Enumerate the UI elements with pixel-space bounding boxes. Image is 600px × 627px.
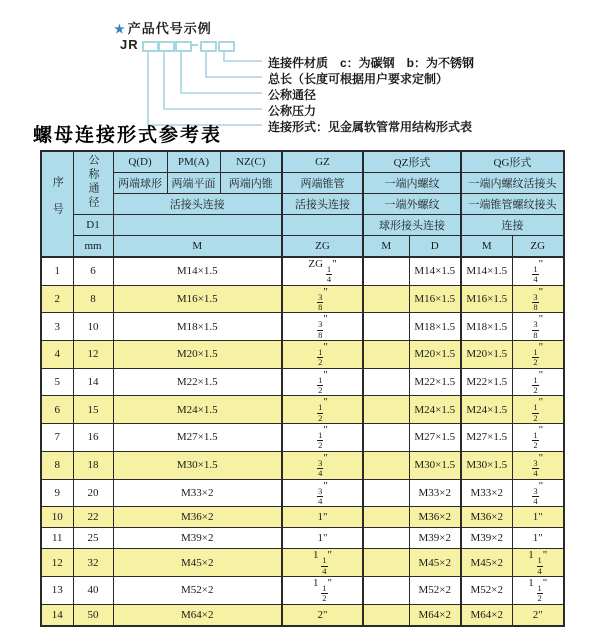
code-box-3 (175, 41, 192, 52)
cell-seq: 13 (41, 576, 73, 604)
header-unit-m: M (113, 236, 282, 258)
table-row (41, 313, 564, 341)
cell-dn: 15 (73, 396, 113, 424)
cell-thread-m: M64×2 (113, 604, 282, 626)
cell-qz-m (363, 257, 409, 285)
header-d1: D1 (73, 215, 113, 236)
cell-dn: 6 (73, 257, 113, 285)
cell-qg-zg: $\frac{3}{8}$ " (512, 285, 564, 313)
cell-seq: 5 (41, 368, 73, 396)
cell-qz-m (363, 396, 409, 424)
cell-qz-d: M39×2 (409, 528, 461, 549)
header-mm: mm (73, 236, 113, 258)
cell-qg-zg: 1 $\frac{1}{2}$ " (512, 576, 564, 604)
cell-thread-m: M20×1.5 (113, 341, 282, 369)
header-form-qd: Q(D) (113, 151, 167, 173)
code-box-5 (218, 41, 235, 52)
cell-qz-d: M45×2 (409, 549, 461, 577)
cell-gz: $\frac{3}{4}$ " (282, 479, 363, 507)
code-box-4 (200, 41, 217, 52)
nut-connection-table (40, 150, 565, 627)
cell-gz: $\frac{1}{2}$ " (282, 341, 363, 369)
cell-qz-d: M16×1.5 (409, 285, 461, 313)
header-desc-gz: 两端锥管 (282, 173, 363, 194)
cell-qz-d: M36×2 (409, 507, 461, 528)
cell-seq: 12 (41, 549, 73, 577)
cell-seq: 3 (41, 313, 73, 341)
cell-qz-d: M52×2 (409, 576, 461, 604)
cell-qz-d: M18×1.5 (409, 313, 461, 341)
cell-qg-m: M45×2 (461, 549, 512, 577)
cell-seq: 8 (41, 451, 73, 479)
cell-dn: 22 (73, 507, 113, 528)
cell-qg-m: M30×1.5 (461, 451, 512, 479)
cell-qz-m (363, 528, 409, 549)
cell-thread-m: M24×1.5 (113, 396, 282, 424)
header-desc-qd: 两端球形 (113, 173, 167, 194)
cell-qg-zg: 1" (512, 507, 564, 528)
table-row (41, 604, 564, 626)
table-row (41, 576, 564, 604)
cell-qz-d: M64×2 (409, 604, 461, 626)
cell-qz-m (363, 479, 409, 507)
table-row (41, 257, 564, 285)
cell-qz-m (363, 549, 409, 577)
cell-dn: 10 (73, 313, 113, 341)
cell-seq: 10 (41, 507, 73, 528)
cell-gz: 1 $\frac{1}{2}$ " (282, 576, 363, 604)
cell-gz: $\frac{3}{8}$ " (282, 313, 363, 341)
cell-qg-m: M22×1.5 (461, 368, 512, 396)
header-form-qg: QG形式 (461, 151, 564, 173)
cell-qg-m: M39×2 (461, 528, 512, 549)
cell-dn: 18 (73, 451, 113, 479)
table-body (41, 257, 564, 626)
header-desc-qz: 一端内螺纹 (363, 173, 461, 194)
header-form-pma: PM(A) (167, 151, 220, 173)
product-code-prefix: JR (120, 37, 139, 52)
cell-thread-m: M27×1.5 (113, 424, 282, 452)
code-box-2 (158, 41, 175, 52)
cell-thread-m: M36×2 (113, 507, 282, 528)
table-row (41, 528, 564, 549)
cell-gz: $\frac{3}{4}$ " (282, 451, 363, 479)
label-material: 连接件材质 c：为碳钢 b：为不锈钢 (268, 56, 475, 70)
table-title: 螺母连接形式参考表 (33, 125, 223, 146)
cell-qg-zg: 2" (512, 604, 564, 626)
header-unit-qg-zg: ZG (512, 236, 564, 258)
cell-dn: 50 (73, 604, 113, 626)
table-row (41, 507, 564, 528)
cell-seq: 6 (41, 396, 73, 424)
cell-thread-m: M33×2 (113, 479, 282, 507)
header-union-connect-gz: 活接头连接 (282, 194, 363, 215)
cell-thread-m: M30×1.5 (113, 451, 282, 479)
cell-thread-m: M45×2 (113, 549, 282, 577)
header-form-gz: GZ (282, 151, 363, 173)
code-box-1 (142, 41, 159, 52)
header-blank-left (113, 215, 282, 236)
header-union-connect: 活接头连接 (113, 194, 282, 215)
cell-qg-zg: $\frac{3}{4}$ " (512, 479, 564, 507)
cell-dn: 20 (73, 479, 113, 507)
cell-qz-m (363, 604, 409, 626)
cell-qg-m: M24×1.5 (461, 396, 512, 424)
table-row (41, 451, 564, 479)
header-ext-thread-qz: 一端外螺纹 (363, 194, 461, 215)
diagram-title-text: 产品代号示例 (127, 21, 212, 36)
header-taper-joint-qg: 一端锥管螺纹接头 (461, 194, 564, 215)
cell-qg-zg: 1 $\frac{1}{4}$ " (512, 549, 564, 577)
table-header (41, 151, 564, 257)
cell-gz: $\frac{1}{2}$ " (282, 368, 363, 396)
cell-gz: $\frac{1}{2}$ " (282, 396, 363, 424)
cell-dn: 40 (73, 576, 113, 604)
label-nominal-diameter: 公称通径 (268, 88, 317, 102)
cell-seq: 11 (41, 528, 73, 549)
header-form-qz: QZ形式 (363, 151, 461, 173)
header-unit-qz-d: D (409, 236, 461, 258)
label-total-length: 总长（长度可根据用户要求定制） (268, 72, 449, 86)
cell-gz: 1 $\frac{1}{4}$ " (282, 549, 363, 577)
cell-qg-m: M14×1.5 (461, 257, 512, 285)
cell-dn: 25 (73, 528, 113, 549)
header-blank-gz (282, 215, 363, 236)
cell-seq: 9 (41, 479, 73, 507)
cell-qg-m: M36×2 (461, 507, 512, 528)
cell-qg-zg: $\frac{1}{2}$ " (512, 396, 564, 424)
cell-gz: $\frac{1}{2}$ " (282, 424, 363, 452)
cell-gz: $\frac{3}{8}$ " (282, 285, 363, 313)
cell-dn: 16 (73, 424, 113, 452)
cell-qz-d: M22×1.5 (409, 368, 461, 396)
table-row (41, 549, 564, 577)
code-dash (190, 44, 198, 46)
cell-seq: 14 (41, 604, 73, 626)
header-desc-qg: 一端内螺纹活接头 (461, 173, 564, 194)
cell-gz: ZG $\frac{1}{4}$ " (282, 257, 363, 285)
cell-thread-m: M22×1.5 (113, 368, 282, 396)
table-row (41, 479, 564, 507)
table-row (41, 341, 564, 369)
cell-qz-m (363, 285, 409, 313)
cell-qz-d: M20×1.5 (409, 341, 461, 369)
table-row (41, 368, 564, 396)
cell-qz-m (363, 576, 409, 604)
cell-qz-d: M33×2 (409, 479, 461, 507)
header-unit-qz-m: M (363, 236, 409, 258)
cell-dn: 12 (73, 341, 113, 369)
cell-dn: 32 (73, 549, 113, 577)
label-nominal-pressure: 公称压力 (268, 104, 317, 118)
cell-dn: 8 (73, 285, 113, 313)
header-connect-qg: 连接 (461, 215, 564, 236)
cell-gz: 1" (282, 528, 363, 549)
cell-qg-zg: $\frac{1}{2}$ " (512, 424, 564, 452)
cell-qg-zg: $\frac{1}{2}$ " (512, 368, 564, 396)
cell-qg-m: M27×1.5 (461, 424, 512, 452)
cell-qz-m (363, 368, 409, 396)
header-desc-nzc: 两端内锥 (220, 173, 282, 194)
header-dn: 公称通径 (73, 151, 113, 215)
star-icon: ★ (114, 22, 126, 36)
table-row (41, 396, 564, 424)
cell-seq: 7 (41, 424, 73, 452)
cell-gz: 1" (282, 507, 363, 528)
cell-qg-m: M16×1.5 (461, 285, 512, 313)
cell-qg-m: M33×2 (461, 479, 512, 507)
header-desc-pma: 两端平面 (167, 173, 220, 194)
cell-thread-m: M14×1.5 (113, 257, 282, 285)
cell-qg-zg: $\frac{3}{8}$ " (512, 313, 564, 341)
label-connection-form: 连接形式：见金属软管常用结构形式表 (268, 120, 473, 134)
cell-seq: 4 (41, 341, 73, 369)
table-row (41, 285, 564, 313)
cell-qg-zg: $\frac{1}{4}$ " (512, 257, 564, 285)
cell-qg-m: M52×2 (461, 576, 512, 604)
cell-qg-zg: $\frac{1}{2}$ " (512, 341, 564, 369)
cell-gz: 2" (282, 604, 363, 626)
header-ball-joint-qz: 球形接头连接 (363, 215, 461, 236)
cell-dn: 14 (73, 368, 113, 396)
header-unit-zg: ZG (282, 236, 363, 258)
cell-qz-m (363, 507, 409, 528)
cell-qg-zg: 1" (512, 528, 564, 549)
header-form-nzc: NZ(C) (220, 151, 282, 173)
diagram-title (114, 18, 212, 37)
cell-qz-d: M24×1.5 (409, 396, 461, 424)
cell-qz-d: M27×1.5 (409, 424, 461, 452)
cell-seq: 2 (41, 285, 73, 313)
cell-thread-m: M52×2 (113, 576, 282, 604)
header-unit-qg-m: M (461, 236, 512, 258)
cell-qz-m (363, 424, 409, 452)
cell-qz-d: M30×1.5 (409, 451, 461, 479)
cell-qz-d: M14×1.5 (409, 257, 461, 285)
cell-qg-m: M18×1.5 (461, 313, 512, 341)
cell-qg-m: M20×1.5 (461, 341, 512, 369)
cell-qz-m (363, 313, 409, 341)
header-seq: 序号 (41, 151, 73, 257)
cell-thread-m: M16×1.5 (113, 285, 282, 313)
cell-qz-m (363, 451, 409, 479)
cell-qz-m (363, 341, 409, 369)
cell-thread-m: M18×1.5 (113, 313, 282, 341)
table-row (41, 424, 564, 452)
cell-thread-m: M39×2 (113, 528, 282, 549)
cell-qg-zg: $\frac{3}{4}$ " (512, 451, 564, 479)
cell-qg-m: M64×2 (461, 604, 512, 626)
cell-seq: 1 (41, 257, 73, 285)
